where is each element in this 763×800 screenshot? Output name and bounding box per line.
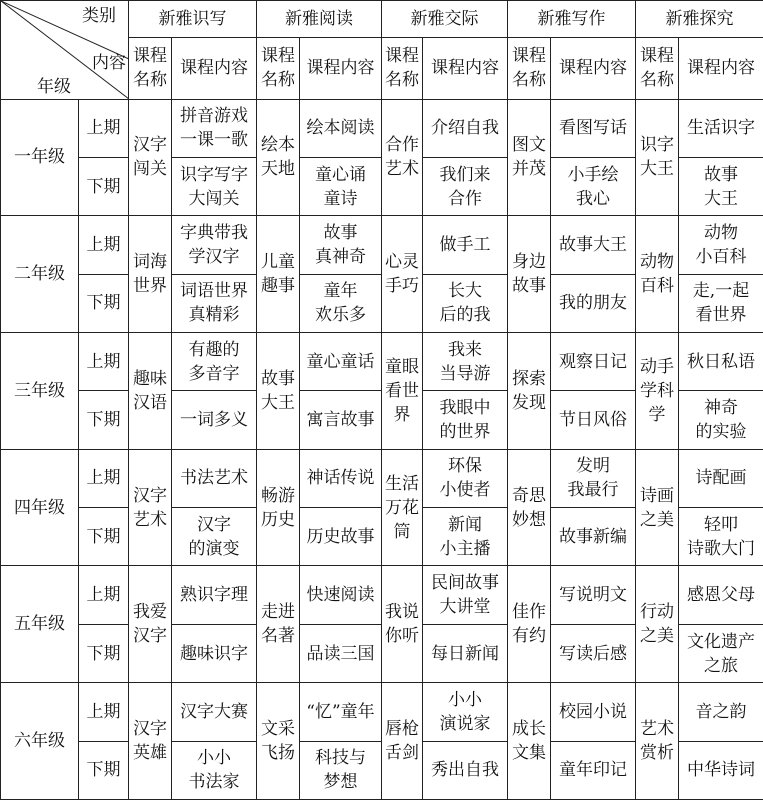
course-content-cell: 童年印记 xyxy=(551,741,636,799)
course-content-cell: 书法艺术 xyxy=(172,449,257,507)
course-content-cell: 趣味识字 xyxy=(172,624,257,682)
course-content-cell: 故事 大王 xyxy=(679,157,763,215)
course-content-cell: 每日新闻 xyxy=(423,624,508,682)
course-content-header: 课程内容 xyxy=(300,38,382,99)
course-content-cell: 介绍自我 xyxy=(423,99,508,157)
diagonal-header-cell xyxy=(1,1,129,100)
course-content-cell: 有趣的 多音字 xyxy=(172,333,257,391)
course-name-header: 课程 名称 xyxy=(129,38,172,99)
course-name-cell: 行动 之美 xyxy=(636,566,679,683)
course-content-cell: 新闻 小主播 xyxy=(423,508,508,566)
content-label: 内容 xyxy=(92,53,126,73)
grade-label: 年级 xyxy=(37,77,71,97)
course-content-cell: 文化遗产 之旅 xyxy=(679,624,763,682)
term-cell: 上期 xyxy=(79,683,129,741)
grade-cell: 三年级 xyxy=(1,333,79,450)
category-label: 类别 xyxy=(82,6,116,26)
course-name-cell: 探索 发现 xyxy=(508,333,551,450)
course-content-cell: 词语世界 真精彩 xyxy=(172,274,257,332)
course-content-cell: 故事新编 xyxy=(551,508,636,566)
course-name-cell: 识字 大王 xyxy=(636,99,679,216)
term-cell: 下期 xyxy=(79,624,129,682)
course-name-cell: 唇枪 舌剑 xyxy=(382,683,423,800)
course-name-header: 课程 名称 xyxy=(508,38,551,99)
course-content-cell: 历史故事 xyxy=(300,508,382,566)
term-cell: 下期 xyxy=(79,274,129,332)
course-content-cell: 汉字大赛 xyxy=(172,683,257,741)
grade-term-row xyxy=(1,333,763,391)
course-content-cell: 节日风俗 xyxy=(551,391,636,449)
course-content-cell: 中华诗词 xyxy=(679,741,763,799)
course-name-cell: 动手 学科 学 xyxy=(636,333,679,450)
grade-cell: 一年级 xyxy=(1,99,79,216)
course-content-cell: 童心诵 童诗 xyxy=(300,157,382,215)
course-name-cell: 艺术 赏析 xyxy=(636,683,679,800)
term-cell: 下期 xyxy=(79,157,129,215)
course-content-cell: 神奇 的实验 xyxy=(679,391,763,449)
course-content-cell: 神话传说 xyxy=(300,449,382,507)
course-content-cell: 诗配画 xyxy=(679,449,763,507)
grade-cell: 六年级 xyxy=(1,683,79,800)
course-name-cell: 生活 万花 筒 xyxy=(382,449,423,566)
course-content-cell: 寓言故事 xyxy=(300,391,382,449)
course-name-cell: 畅游 历史 xyxy=(257,449,300,566)
course-content-cell: 我的朋友 xyxy=(551,274,636,332)
grade-cell: 五年级 xyxy=(1,566,79,683)
grade-cell: 四年级 xyxy=(1,449,79,566)
course-content-cell: 写说明文 xyxy=(551,566,636,624)
course-name-cell: 成长 文集 xyxy=(508,683,551,800)
course-content-cell: 动物 小百科 xyxy=(679,216,763,274)
course-content-cell: 校园小说 xyxy=(551,683,636,741)
course-content-cell: 感恩父母 xyxy=(679,566,763,624)
grade-term-row xyxy=(1,449,763,507)
category-header: 新雅阅读 xyxy=(257,1,382,38)
course-content-header: 课程内容 xyxy=(551,38,636,99)
course-name-header: 课程 名称 xyxy=(257,38,300,99)
course-name-cell: 汉字 英雄 xyxy=(129,683,172,800)
course-name-cell: 佳作 有约 xyxy=(508,566,551,683)
course-name-cell: 词海 世界 xyxy=(129,216,172,333)
course-content-cell: 轻叩 诗歌大门 xyxy=(679,508,763,566)
course-content-cell: 我们来 合作 xyxy=(423,157,508,215)
course-name-cell: 奇思 妙想 xyxy=(508,449,551,566)
course-content-cell: 秋日私语 xyxy=(679,333,763,391)
course-content-cell: 小手绘 我心 xyxy=(551,157,636,215)
course-name-cell: 身边 故事 xyxy=(508,216,551,333)
course-content-cell: 快速阅读 xyxy=(300,566,382,624)
course-name-cell: 汉字 艺术 xyxy=(129,449,172,566)
term-cell: 下期 xyxy=(79,741,129,799)
term-cell: 上期 xyxy=(79,216,129,274)
course-content-cell: 走,一起 看世界 xyxy=(679,274,763,332)
term-cell: 上期 xyxy=(79,99,129,157)
course-content-header: 课程内容 xyxy=(172,38,257,99)
course-content-header: 课程内容 xyxy=(679,38,763,99)
course-content-cell: 熟识字理 xyxy=(172,566,257,624)
grade-term-row xyxy=(1,566,763,624)
course-content-cell: 发明 我最行 xyxy=(551,449,636,507)
grade-cell: 二年级 xyxy=(1,216,79,333)
course-content-cell: 小小 书法家 xyxy=(172,741,257,799)
course-content-cell: 长大 后的我 xyxy=(423,274,508,332)
course-content-cell: 故事 真神奇 xyxy=(300,216,382,274)
course-name-cell: 诗画 之美 xyxy=(636,449,679,566)
course-content-cell: 童年 欢乐多 xyxy=(300,274,382,332)
course-content-cell: 音之韵 xyxy=(679,683,763,741)
course-name-cell: 童眼 看世 界 xyxy=(382,333,423,450)
course-content-cell: 我来 当导游 xyxy=(423,333,508,391)
course-content-cell: 故事大王 xyxy=(551,216,636,274)
term-cell: 上期 xyxy=(79,566,129,624)
term-cell: 下期 xyxy=(79,391,129,449)
course-name-cell: 心灵 手巧 xyxy=(382,216,423,333)
course-content-cell: 绘本阅读 xyxy=(300,99,382,157)
course-content-cell: 看图写话 xyxy=(551,99,636,157)
grade-term-row xyxy=(1,216,763,274)
course-name-cell: 故事 大王 xyxy=(257,333,300,450)
course-name-cell: 走进 名著 xyxy=(257,566,300,683)
course-content-cell: 写读后感 xyxy=(551,624,636,682)
course-content-cell: 拼音游戏 一课一歌 xyxy=(172,99,257,157)
course-content-cell: 秀出自我 xyxy=(423,741,508,799)
course-content-cell: 小小 演说家 xyxy=(423,683,508,741)
term-cell: 下期 xyxy=(79,508,129,566)
course-name-cell: 儿童 趣事 xyxy=(257,216,300,333)
course-content-cell: 观察日记 xyxy=(551,333,636,391)
course-name-cell: 我爱 汉字 xyxy=(129,566,172,683)
course-content-cell: “忆”童年 xyxy=(300,683,382,741)
header-row-categories xyxy=(1,1,763,38)
course-name-cell: 绘本 天地 xyxy=(257,99,300,216)
course-name-cell: 趣味 汉语 xyxy=(129,333,172,450)
term-cell: 上期 xyxy=(79,449,129,507)
course-content-cell: 生活识字 xyxy=(679,99,763,157)
course-content-cell: 科技与 梦想 xyxy=(300,741,382,799)
course-content-cell: 品读三国 xyxy=(300,624,382,682)
grade-term-row xyxy=(1,99,763,157)
course-content-header: 课程内容 xyxy=(423,38,508,99)
course-name-cell: 文采 飞扬 xyxy=(257,683,300,800)
term-cell: 上期 xyxy=(79,333,129,391)
course-content-cell: 汉字 的演变 xyxy=(172,508,257,566)
course-content-cell: 识字写字 大闯关 xyxy=(172,157,257,215)
course-content-cell: 做手工 xyxy=(423,216,508,274)
course-name-header: 课程 名称 xyxy=(382,38,423,99)
course-name-cell: 汉字 闯关 xyxy=(129,99,172,216)
course-name-header: 课程 名称 xyxy=(636,38,679,99)
course-content-cell: 我眼中 的世界 xyxy=(423,391,508,449)
course-name-cell: 动物 百科 xyxy=(636,216,679,333)
course-name-cell: 我说 你听 xyxy=(382,566,423,683)
category-header: 新雅识写 xyxy=(129,1,257,38)
course-content-cell: 字典带我 学汉字 xyxy=(172,216,257,274)
course-content-cell: 民间故事 大讲堂 xyxy=(423,566,508,624)
course-name-cell: 合作 艺术 xyxy=(382,99,423,216)
category-header: 新雅探究 xyxy=(636,1,763,38)
category-header: 新雅交际 xyxy=(382,1,508,38)
course-content-cell: 童心童话 xyxy=(300,333,382,391)
course-content-cell: 环保 小使者 xyxy=(423,449,508,507)
course-content-cell: 一词多义 xyxy=(172,391,257,449)
grade-term-row xyxy=(1,683,763,741)
category-header: 新雅写作 xyxy=(508,1,636,38)
course-name-cell: 图文 并茂 xyxy=(508,99,551,216)
